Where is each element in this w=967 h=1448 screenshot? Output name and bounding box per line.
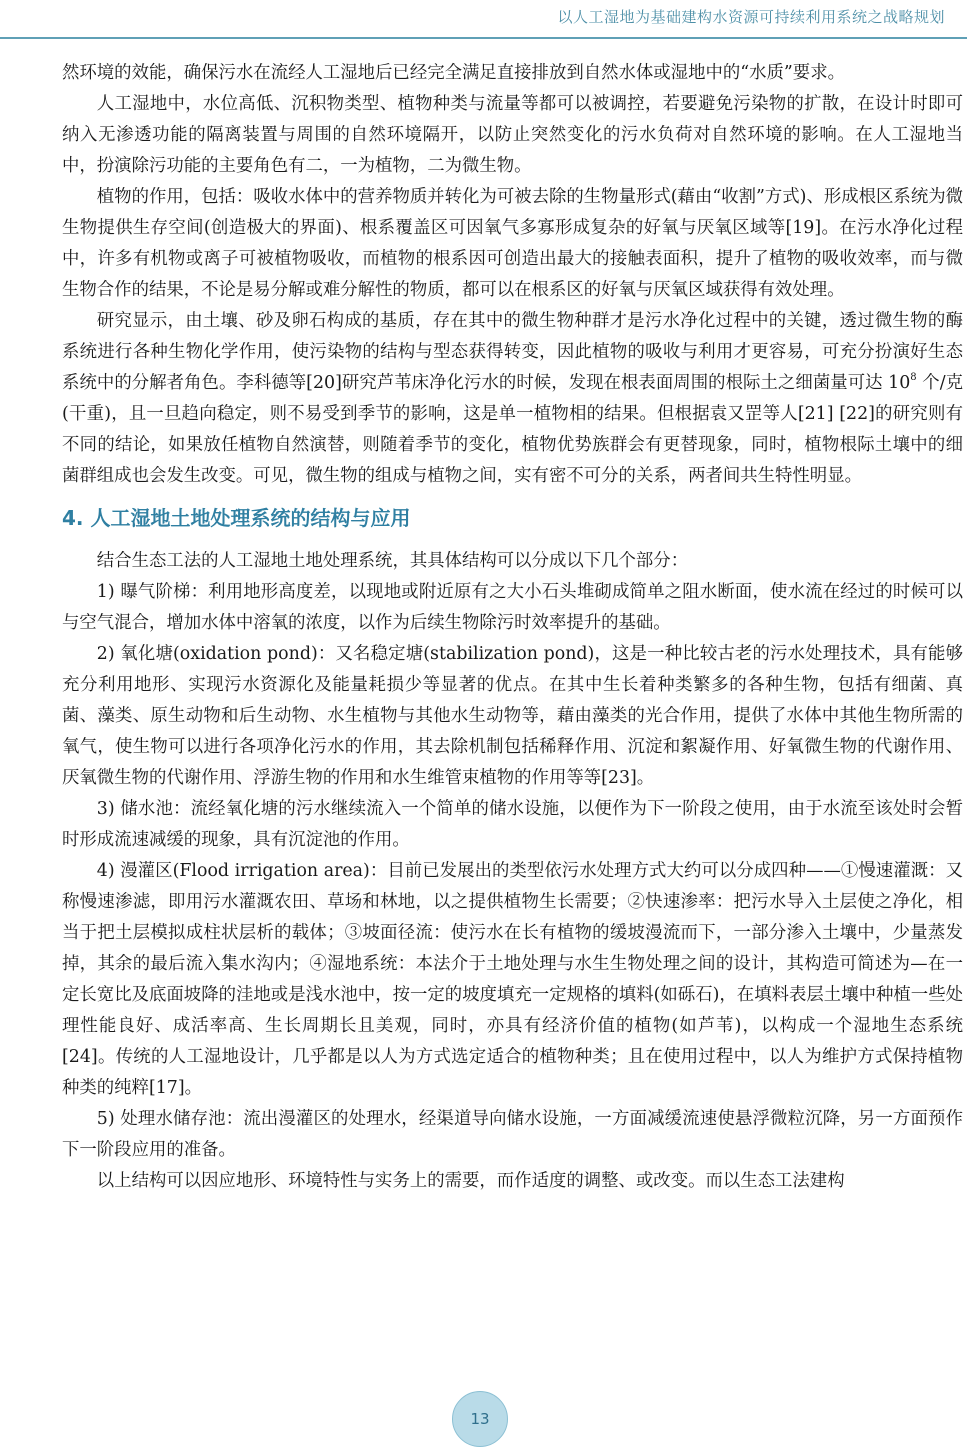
list-item-oxidation-pond: 2) 氧化塘(oxidation pond)：又名稳定塘(stabilization pond)，这是一种比较古老的污水处理技术，具有能够充分利用地形、实现污水资源化及能量耗损少等显著的优点。在其中生长着种类繁多的各种生物，包括有细菌、真菌、藻类、原生动物和后生动物、水生植物与其他水生动物等，藉由藻类的光合作用，提供了水体中其他生物所需的氧气，使生物可以进行各项净化污水的作用，其去除机制包括稀释作用、沉淀和絮凝作用、好氧微生物的代谢作用、厌氧微生物的代谢作用、浮游生物的作用和水生维管束植物的作用等等[23]。: [62, 644, 963, 788]
running-header-title: 以人工湿地为基础建构水资源可持续利用系统之战略规划: [557, 8, 945, 26]
section-intro: 结合生态工法的人工湿地土地处理系统，其具体结构可以分成以下几个部分：: [96, 551, 689, 571]
list-item-storage-pool: 3) 储水池：流经氧化塘的污水继续流入一个简单的储水设施，以便作为下一阶段之使用，由于水流至该处时会暂时形成流速减缓的现象，具有沉淀池的作用。: [62, 799, 963, 850]
page-number: 13: [470, 1410, 490, 1428]
paragraph-plant-role: 植物的作用，包括：吸收水体中的营养物质并转化为可被去除的生物量形式(藉由“收割”方式)、形成根区系统为微生物提供生存空间(创造极大的界面)、根系覆盖区可因氧气多寡形成复杂的好氧与厌氧区域等[19]。在污水净化过程中，许多有机物或离子可被植物吸收，而植物的根系因可创造出最大的接触表面积，提升了植物的吸收效率，而与微生物合作的结果，不论是易分解或难分解性的物质，都可以在根系区的好氧与厌氧区域获得有效处理。: [62, 187, 963, 300]
list-item-flood-irrigation: 4) 漫灌区(Flood irrigation area)：目前已发展出的类型依污水处理方式大约可以分成四种——①慢速灌溉：又称慢速渗滤，即用污水灌溉农田、草场和林地，以之提供植物生长需要；②快速渗率：把污水导入土层使之净化，相当于把土层模拟成柱状层析的载体；③坡面径流：使污水在长有植物的缓坡漫流而下，一部分渗入土壤中，少量蒸发掉，其余的最后流入集水沟内；④湿地系统：本法介于土地处理与水生生物处理之间的设计，其构造可简述为—在一定长宽比及底面坡降的洼地或是浅水池中，按一定的坡度填充一定规格的填料(如砾石)，在填料表层土壤中种植一些处理性能良好、成活率高、生长周期长且美观，同时，亦具有经济价值的植物(如芦苇)，以构成一个湿地生态系统[24]。传统的人工湿地设计，几乎都是以人为方式选定适合的植物种类；且在使用过程中，以人为维护方式保持植物种类的纯粹[17]。: [62, 861, 963, 1098]
header-divider: [0, 37, 967, 39]
page-number-badge: [452, 1391, 508, 1447]
list-item-aeration-steps: 1) 曝气阶梯：利用地形高度差，以现地或附近原有之大小石头堆砌成简单之阻水断面，使水流在经过的时候可以与空气混合，增加水体中溶氧的浓度，以作为后续生物除污时效率提升的基础。: [62, 582, 963, 633]
paragraph-closing: 以上结构可以因应地形、环境特性与实务上的需要，而作适度的调整、或改变。而以生态工法建构: [96, 1171, 845, 1191]
paragraph-continuation: 然环境的效能，确保污水在流经人工湿地后已经完全满足直接排放到自然水体或湿地中的“水质”要求。: [62, 63, 845, 83]
research-text-part2: 个/克(干重)，且一旦趋向稳定，则不易受到季节的影响，这是单一植物相的结果。但根据袁又罡等人[21] [22]的研究则有不同的结论，如果放任植物自然演替，则随着季节的变化，植物优势族群会有更替现象，同时，植物根际土壤中的细菌群组成也会发生改变。可见，微生物的组成与植物之间，实有密不可分的关系，两者间共生特性明显。: [62, 373, 963, 486]
page-body: [62, 58, 963, 1197]
research-text-part1: 研究显示，由土壤、砂及卵石构成的基质，存在其中的微生物种群才是污水净化过程中的关键，透过微生物的酶系统进行各种生物化学作用，使污染物的结构与型态获得转变，因此植物的吸收与利用才更容易，可充分扮演好生态系统中的分解者角色。李科德等[20]研究芦苇床净化污水的时候，发现在根表面周围的根际土之细菌量可达 10: [62, 311, 963, 393]
list-item-treated-water-pool: 5) 处理水储存池：流出漫灌区的处理水，经渠道导向储水设施，一方面减缓流速使悬浮微粒沉降，另一方面预作下一阶段应用的准备。: [62, 1109, 963, 1160]
paragraph-research: [62, 306, 963, 492]
paragraph-wetland-control: 人工湿地中，水位高低、沉积物类型、植物种类与流量等都可以被调控，若要避免污染物的扩散，在设计时即可纳入无渗透功能的隔离装置与周围的自然环境隔开，以防止突然变化的污水负荷对自然环境的影响。在人工湿地当中，扮演除污功能的主要角色有二，一为植物，二为微生物。: [62, 94, 963, 176]
exponent: 8: [910, 372, 917, 383]
section-heading: 4. 人工湿地土地处理系统的结构与应用: [62, 506, 411, 530]
